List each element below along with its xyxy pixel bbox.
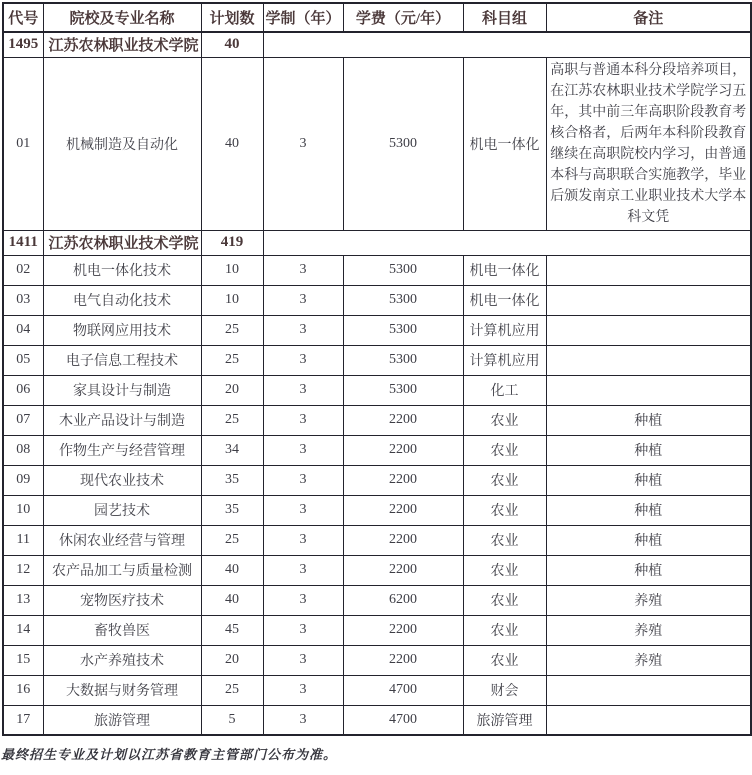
subject-cell: 农业: [463, 525, 546, 555]
name-cell: 作物生产与经营管理: [43, 435, 201, 465]
years-cell: 3: [263, 465, 343, 495]
major-row: [3, 345, 751, 375]
code-cell: 12: [3, 555, 43, 585]
tuition-cell: 2200: [343, 435, 463, 465]
major-row: [3, 405, 751, 435]
code-cell: 11: [3, 525, 43, 555]
major-row: [3, 255, 751, 285]
code-cell: 16: [3, 675, 43, 705]
merged-empty-cell: [263, 230, 751, 255]
years-cell: 3: [263, 555, 343, 585]
subject-cell: 农业: [463, 555, 546, 585]
code-cell: 13: [3, 585, 43, 615]
name-cell: 江苏农林职业技术学院: [43, 230, 201, 255]
subject-cell: 化工: [463, 375, 546, 405]
years-cell: 3: [263, 675, 343, 705]
tuition-cell: 5300: [343, 345, 463, 375]
code-cell: 03: [3, 285, 43, 315]
years-cell: 3: [263, 315, 343, 345]
header-cell: 学费（元/年）: [343, 3, 463, 32]
name-cell: 旅游管理: [43, 705, 201, 735]
code-cell: 08: [3, 435, 43, 465]
code-cell: 10: [3, 495, 43, 525]
subject-cell: 计算机应用: [463, 315, 546, 345]
plan-cell: 40: [201, 32, 263, 57]
code-cell: 17: [3, 705, 43, 735]
years-cell: 3: [263, 615, 343, 645]
remark-cell: [546, 675, 751, 705]
years-cell: 3: [263, 705, 343, 735]
major-row: [3, 495, 751, 525]
name-cell: 水产养殖技术: [43, 645, 201, 675]
tuition-cell: 5300: [343, 315, 463, 345]
major-row: [3, 285, 751, 315]
header-cell: 代号: [3, 3, 43, 32]
plan-cell: 40: [201, 585, 263, 615]
header-row: [3, 3, 751, 32]
major-row: [3, 705, 751, 735]
subject-cell: 机电一体化: [463, 255, 546, 285]
tuition-cell: 4700: [343, 705, 463, 735]
name-cell: 家具设计与制造: [43, 375, 201, 405]
subject-cell: 农业: [463, 405, 546, 435]
plan-cell: 25: [201, 675, 263, 705]
code-cell: 14: [3, 615, 43, 645]
tuition-cell: 5300: [343, 375, 463, 405]
plan-cell: 25: [201, 405, 263, 435]
major-row: [3, 555, 751, 585]
tuition-cell: 2200: [343, 495, 463, 525]
code-cell: 01: [3, 57, 43, 230]
name-cell: 休闲农业经营与管理: [43, 525, 201, 555]
code-cell: 06: [3, 375, 43, 405]
code-cell: 04: [3, 315, 43, 345]
plan-cell: 35: [201, 495, 263, 525]
major-row: [3, 375, 751, 405]
remark-cell: 种植: [546, 435, 751, 465]
remark-cell: 养殖: [546, 615, 751, 645]
name-cell: 木业产品设计与制造: [43, 405, 201, 435]
major-row: [3, 465, 751, 495]
remark-cell: 种植: [546, 525, 751, 555]
plan-cell: 20: [201, 375, 263, 405]
subject-cell: 旅游管理: [463, 705, 546, 735]
name-cell: 江苏农林职业技术学院: [43, 32, 201, 57]
plan-cell: 25: [201, 345, 263, 375]
tuition-cell: 6200: [343, 585, 463, 615]
plan-cell: 25: [201, 315, 263, 345]
remark-cell: 高职与普通本科分段培养项目，在江苏农林职业技术学院学习五年，其中前三年高职阶段教育考核合格者，后两年本科阶段教育继续在高职院校内学习，由普通本科与高职联合实施教学，毕业后颁发南京工业职业技术大学本科文凭: [546, 57, 751, 230]
plan-cell: 25: [201, 525, 263, 555]
merged-empty-cell: [263, 32, 751, 57]
subject-cell: 机电一体化: [463, 285, 546, 315]
years-cell: 3: [263, 57, 343, 230]
tuition-cell: 2200: [343, 525, 463, 555]
plan-cell: 5: [201, 705, 263, 735]
tuition-cell: 5300: [343, 57, 463, 230]
code-cell: 07: [3, 405, 43, 435]
remark-cell: [546, 705, 751, 735]
plan-cell: 40: [201, 555, 263, 585]
name-cell: 电子信息工程技术: [43, 345, 201, 375]
name-cell: 机械制造及自动化: [43, 57, 201, 230]
remark-cell: [546, 285, 751, 315]
name-cell: 现代农业技术: [43, 465, 201, 495]
name-cell: 机电一体化技术: [43, 255, 201, 285]
major-row: [3, 645, 751, 675]
tuition-cell: 2200: [343, 645, 463, 675]
major-row: [3, 525, 751, 555]
major-row: [3, 57, 751, 230]
institution-row: [3, 230, 751, 255]
tuition-cell: 5300: [343, 255, 463, 285]
name-cell: 大数据与财务管理: [43, 675, 201, 705]
subject-cell: 农业: [463, 645, 546, 675]
years-cell: 3: [263, 525, 343, 555]
code-cell: 09: [3, 465, 43, 495]
code-cell: 02: [3, 255, 43, 285]
institution-row: [3, 32, 751, 57]
tuition-cell: 2200: [343, 555, 463, 585]
plan-cell: 40: [201, 57, 263, 230]
years-cell: 3: [263, 285, 343, 315]
years-cell: 3: [263, 585, 343, 615]
header-cell: 备注: [546, 3, 751, 32]
name-cell: 园艺技术: [43, 495, 201, 525]
years-cell: 3: [263, 435, 343, 465]
subject-cell: 财会: [463, 675, 546, 705]
name-cell: 农产品加工与质量检测: [43, 555, 201, 585]
remark-cell: [546, 345, 751, 375]
major-row: [3, 675, 751, 705]
plan-table: [2, 2, 752, 736]
years-cell: 3: [263, 255, 343, 285]
code-cell: 1411: [3, 230, 43, 255]
plan-cell: 10: [201, 255, 263, 285]
years-cell: 3: [263, 375, 343, 405]
tuition-cell: 5300: [343, 285, 463, 315]
plan-cell: 45: [201, 615, 263, 645]
remark-cell: 种植: [546, 405, 751, 435]
years-cell: 3: [263, 645, 343, 675]
header-cell: 科目组: [463, 3, 546, 32]
subject-cell: 农业: [463, 495, 546, 525]
table-body: [3, 32, 751, 735]
subject-cell: 计算机应用: [463, 345, 546, 375]
header-cell: 计划数: [201, 3, 263, 32]
major-row: [3, 435, 751, 465]
subject-cell: 农业: [463, 435, 546, 465]
subject-cell: 农业: [463, 615, 546, 645]
tuition-cell: 2200: [343, 615, 463, 645]
header-cell: 学制（年）: [263, 3, 343, 32]
plan-cell: 419: [201, 230, 263, 255]
name-cell: 物联网应用技术: [43, 315, 201, 345]
header-cell: 院校及专业名称: [43, 3, 201, 32]
subject-cell: 机电一体化: [463, 57, 546, 230]
plan-cell: 10: [201, 285, 263, 315]
code-cell: 05: [3, 345, 43, 375]
remark-cell: [546, 255, 751, 285]
code-cell: 15: [3, 645, 43, 675]
remark-cell: 种植: [546, 465, 751, 495]
plan-cell: 20: [201, 645, 263, 675]
remark-cell: [546, 375, 751, 405]
remark-cell: 种植: [546, 555, 751, 585]
name-cell: 宠物医疗技术: [43, 585, 201, 615]
code-cell: 1495: [3, 32, 43, 57]
tuition-cell: 4700: [343, 675, 463, 705]
major-row: [3, 315, 751, 345]
remark-cell: 种植: [546, 495, 751, 525]
remark-cell: 养殖: [546, 585, 751, 615]
subject-cell: 农业: [463, 465, 546, 495]
tuition-cell: 2200: [343, 405, 463, 435]
years-cell: 3: [263, 495, 343, 525]
remark-cell: 养殖: [546, 645, 751, 675]
name-cell: 畜牧兽医: [43, 615, 201, 645]
subject-cell: 农业: [463, 585, 546, 615]
footnote: 最终招生专业及计划以江苏省教育主管部门公布为准。: [1, 747, 338, 762]
plan-cell: 35: [201, 465, 263, 495]
name-cell: 电气自动化技术: [43, 285, 201, 315]
tuition-cell: 2200: [343, 465, 463, 495]
plan-cell: 34: [201, 435, 263, 465]
remark-cell: [546, 315, 751, 345]
major-row: [3, 615, 751, 645]
major-row: [3, 585, 751, 615]
years-cell: 3: [263, 345, 343, 375]
years-cell: 3: [263, 405, 343, 435]
